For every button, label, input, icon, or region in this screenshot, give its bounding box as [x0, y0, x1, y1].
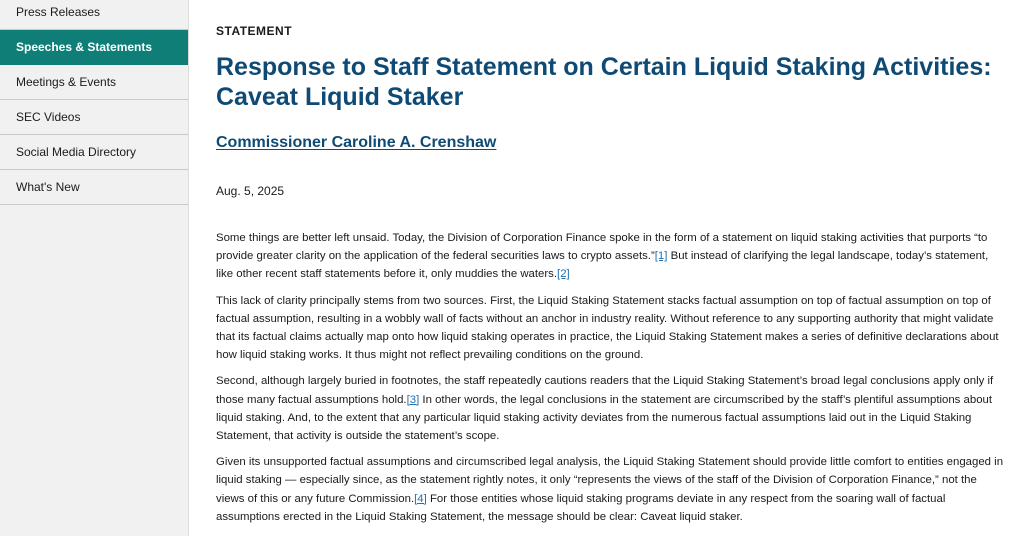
paragraph-text: Given its unsupported factual assumptions and circumscribed legal analysis, the Liquid Staking Statement should provide little comfort to entities engaged in liquid staking — especially since, as the statement rightly notes, it only “represents the views of the staff of the Division of Corporation Finance,” not the views of this or any future Commission.	[216, 456, 1004, 505]
footnote-1-link[interactable]: [1]	[654, 250, 668, 263]
sidebar-item-label: SEC Videos	[16, 110, 81, 124]
paragraph-text: In other words, the legal conclusions in the statement are circumscribed by the staff’s plentiful assumptions about liquid staking. And, to the extent that any particular liquid staking activity deviates from the numerous factual assumptions laid out in the Liquid Staking Statement, that activity is outside the statement’s scope.	[216, 393, 993, 443]
sidebar-item-speeches-statements[interactable]	[0, 30, 188, 65]
sidebar-nav	[0, 0, 189, 536]
paragraph-3	[216, 372, 1006, 445]
footnote-2-link[interactable]: [2]	[557, 268, 570, 281]
paragraph-2	[216, 292, 1006, 365]
sidebar-item-label: Meetings & Events	[16, 75, 117, 89]
sidebar-item-whats-new[interactable]	[0, 170, 188, 205]
sidebar-item-meetings-events[interactable]	[0, 65, 188, 100]
sidebar-item-label: Social Media Directory	[16, 145, 137, 159]
paragraph-text: Second, although largely buried in footnotes, the staff repeatedly cautions readers that the Liquid Staking Statement’s broad legal conclusions apply only if those many factual assumptions hold.	[216, 375, 994, 406]
paragraph-1	[216, 229, 1006, 284]
publish-date: Aug. 5, 2025	[216, 184, 285, 198]
sidebar-item-sec-videos[interactable]	[0, 100, 188, 135]
paragraph-text: For those entities whose liquid staking programs deviate in any respect from the soaring wall of factual assumptions erected in the Liquid Staking Statement, the message should be clear: Caveat liquid staker.	[216, 492, 946, 523]
page-title: Response to Staff Statement on Certain Liquid Staking Activities: Caveat Liquid Staker	[216, 53, 992, 111]
footnote-3-link[interactable]: [3]	[406, 393, 420, 406]
paragraph-text: But instead of clarifying the legal landscape, today’s statement, like other recent staff statements before it, only muddies the waters.	[216, 250, 989, 281]
article-body	[216, 229, 1006, 534]
paragraph-4	[216, 453, 1006, 526]
sidebar-item-label: Press Releases	[16, 5, 101, 19]
article-type-label: STATEMENT	[216, 24, 293, 38]
paragraph-text: Some things are better left unsaid. Today, the Division of Corporation Finance spoke in the form of a statement on liquid staking activities that purports “to provide greater clarity on the application of the federal securities laws to crypto assets.”	[216, 232, 988, 263]
sidebar-item-press-releases[interactable]	[0, 0, 188, 30]
sidebar-item-label: What's New	[16, 180, 80, 194]
sidebar-item-social-media-directory[interactable]	[0, 135, 188, 170]
footnote-4-link[interactable]: [4]	[414, 492, 427, 505]
paragraph-text: This lack of clarity principally stems from two sources. First, the Liquid Staking Statement stacks factual assumption on top of factual assumption on top of factual assumption, resulting in a wobbly wall of facts without an anchor in industry reality. Without reference to any supporting authority that might validate that its factual claims actually map onto how liquid staking operates in practice, the Liquid Staking Statement makes a series of definitive declarations about how liquid staking works. It thus might not reflect prevailing conditions on the ground.	[216, 294, 999, 362]
sidebar-item-label: Speeches & Statements	[16, 40, 153, 54]
author-link[interactable]: Commissioner Caroline A. Crenshaw	[216, 134, 497, 151]
